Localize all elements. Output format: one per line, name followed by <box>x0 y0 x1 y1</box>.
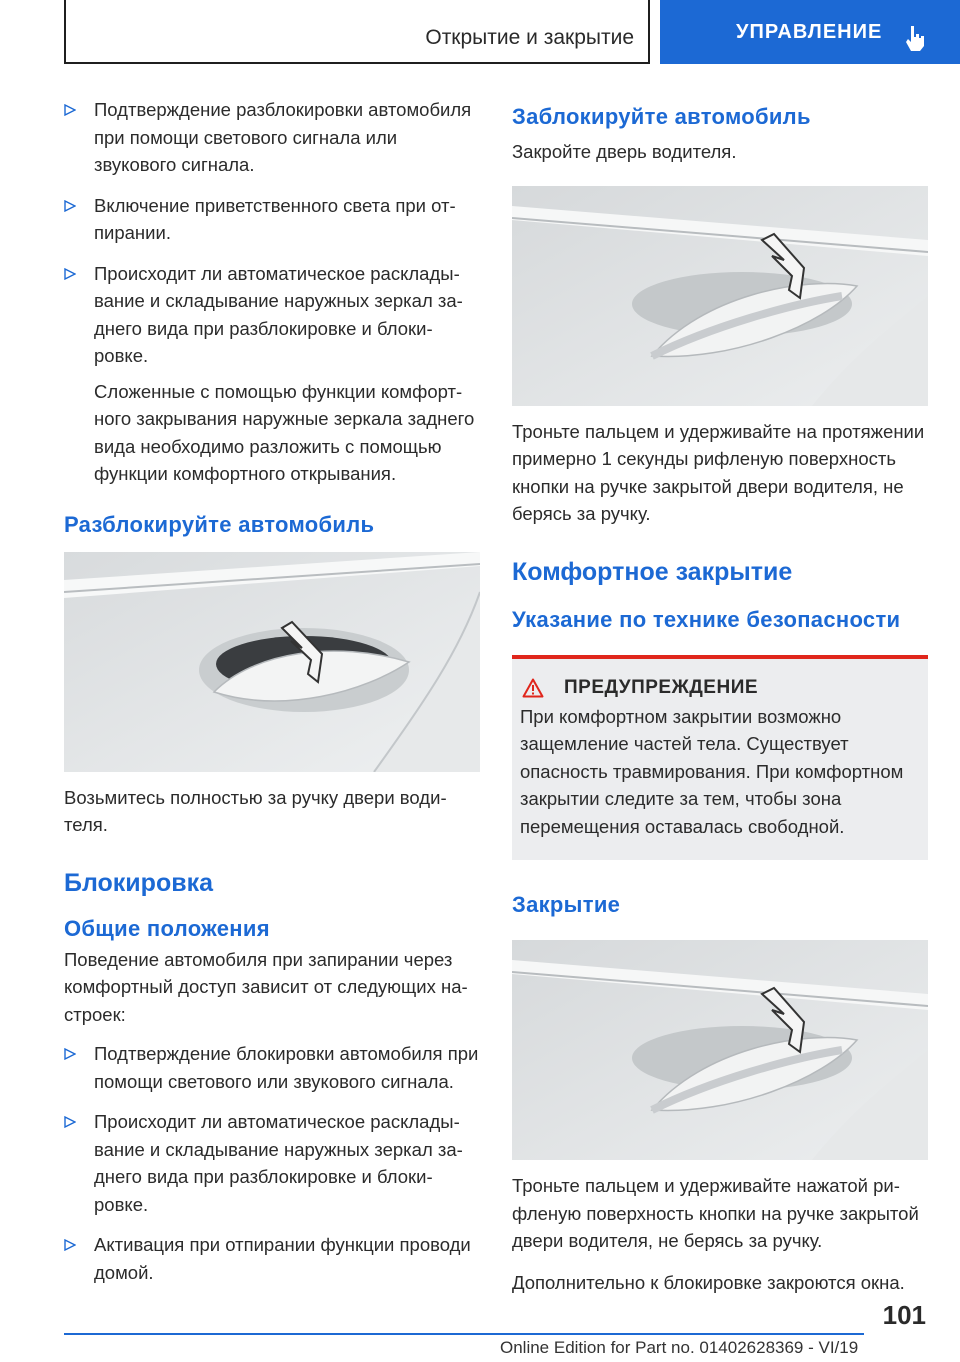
bullet-text: Включение приветственного света при отпирании. <box>94 194 456 243</box>
left-column <box>64 96 480 1299</box>
general-text: Поведение автомобиля при запирании через комфортный доступ зависит от следующих настроек: <box>64 948 468 1025</box>
list-item <box>64 1040 480 1095</box>
list-item <box>64 1231 480 1286</box>
triangle-bullet-icon <box>64 192 94 247</box>
lock-car-caption: Троньте пальцем и удерживайте на протяжении примерно 1 секунды рифленую поверхность кнопки на ручке закрытой двери водителя, не берясь за ручку. <box>512 420 925 524</box>
triangle-bullet-icon <box>64 1231 94 1286</box>
warning-text: При комфортном закрытии возможно защемление частей тела. Существует опасность травмирования. При комфортном закрытии следите за тем, чтобы зона перемещения оставалась свободной. <box>520 705 904 837</box>
safety-heading: Указание по технике безопасности <box>512 606 901 632</box>
bullet-text: Происходит ли автоматическое раскладывание и складывание наружных зеркал заднего вида при разблокировке и блокировке. <box>94 262 463 366</box>
door-handle-unlock-image <box>64 552 480 772</box>
triangle-bullet-icon <box>64 96 94 179</box>
header-chapter-title: УПРАВЛЕНИЕ <box>736 20 883 43</box>
bullet-text: Происходит ли автоматическое раскладывание и складывание наружных зеркал заднего вида при разблокировке и блокировке. <box>94 1111 463 1215</box>
lock-car-heading: Заблокируйте автомобиль <box>512 104 811 129</box>
comfort-heading: Комфортное закрытие <box>512 557 793 586</box>
warning-triangle-icon <box>522 678 544 698</box>
bullet-text: Подтверждение разблокировки автомобиля при помощи светового сигнала или звукового сигнала. <box>94 99 472 175</box>
closing-caption: Троньте пальцем и удерживайте нажатой рифленую поверхность кнопки на ручке закрытой двери водителя, не берясь за ручку. <box>512 1175 919 1251</box>
general-heading: Общие положения <box>64 915 270 941</box>
warning-title: ПРЕДУПРЕЖДЕНИЕ <box>564 676 759 698</box>
triangle-bullet-icon <box>64 1040 94 1095</box>
unlock-caption: Возьмитесь полностью за ручку двери водителя. <box>64 786 447 835</box>
triangle-bullet-icon <box>64 1108 94 1218</box>
bullet-text: Активация при отпирании функции проводи домой. <box>94 1234 471 1283</box>
closing-extra: Дополнительно к блокировке закроются окна. <box>512 1271 905 1293</box>
footer-edition: Online Edition for Part no. 01402628369 - VI/19 <box>500 1338 859 1357</box>
list-item <box>64 96 480 179</box>
unlock-heading: Разблокируйте автомобиль <box>64 511 375 537</box>
warning-box <box>512 655 928 861</box>
header-section-tab <box>64 0 650 64</box>
door-handle-closing-image <box>512 940 928 1160</box>
hand-pointer-icon <box>904 24 926 52</box>
lock-car-text: Закройте дверь водителя. <box>512 141 737 162</box>
list-item <box>64 1108 480 1218</box>
list-item <box>64 260 480 370</box>
page-number: 101 <box>882 1300 926 1330</box>
mirror-note: Сложенные с помощью функции комфортного закрывания наружные зеркала заднего вида необходимо разложить с помощью функции комфортного открывания. <box>94 380 475 484</box>
door-handle-lock-image <box>512 186 928 406</box>
header-section-title: Открытие и закрытие <box>425 26 634 49</box>
footer-divider <box>64 1333 864 1335</box>
list-item <box>64 192 480 247</box>
bullet-text: Подтверждение блокировки автомобиля при помощи светового или звукового сигнала. <box>94 1043 479 1092</box>
lock-heading: Блокировка <box>64 868 213 897</box>
right-column <box>512 104 928 1296</box>
header-chapter-tab <box>660 0 960 64</box>
triangle-bullet-icon <box>64 260 94 370</box>
closing-heading: Закрытие <box>512 892 621 917</box>
warning-header <box>520 677 918 699</box>
